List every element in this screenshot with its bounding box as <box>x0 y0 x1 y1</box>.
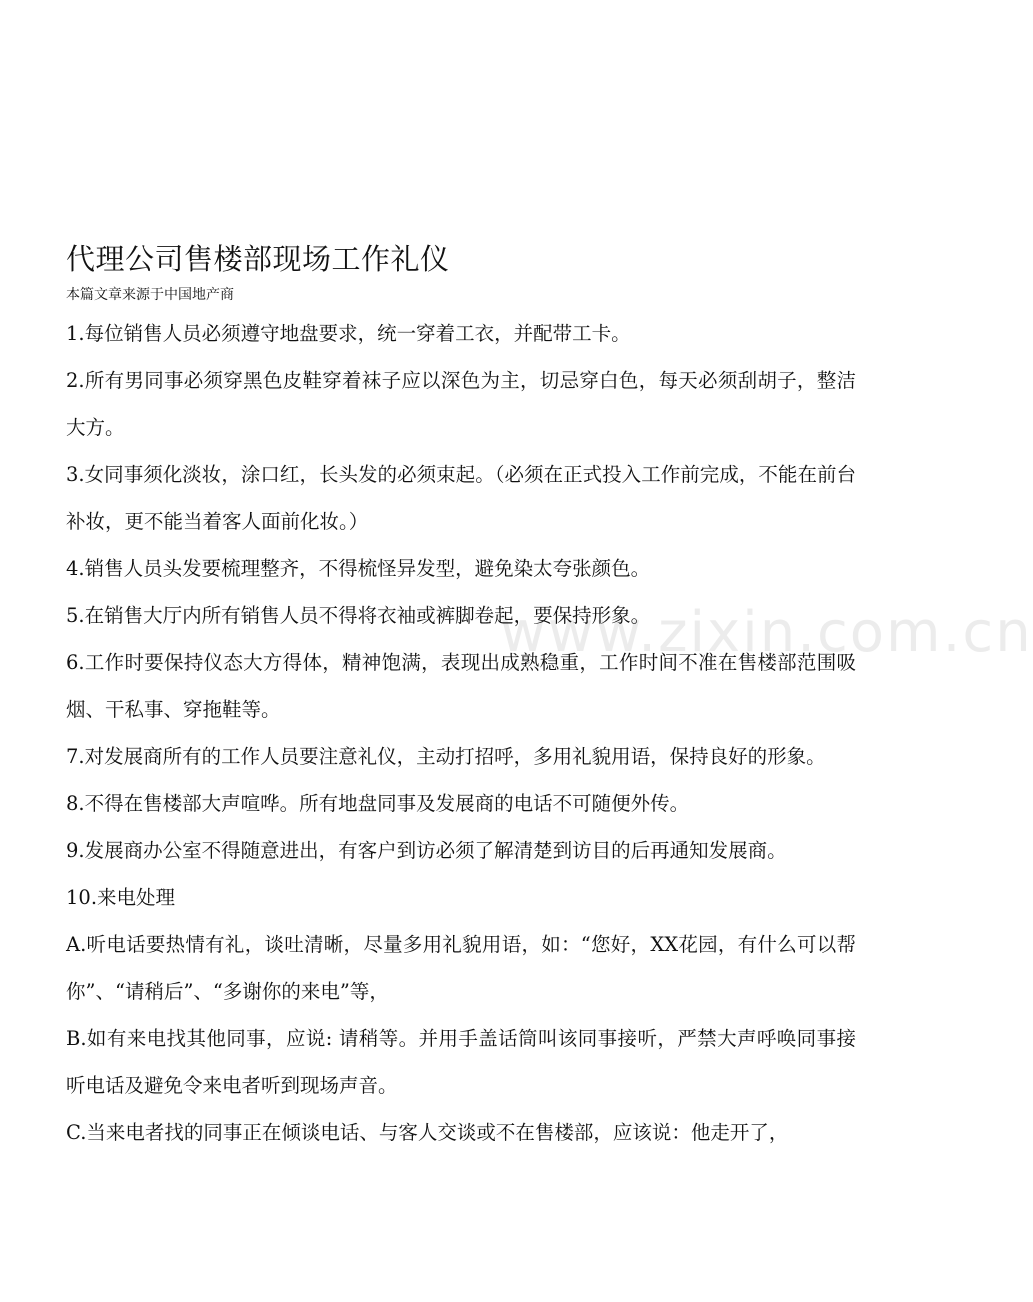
paragraph-10-heading: 10.来电处理 <box>66 886 176 909</box>
paragraph-10a: A.听电话要热情有礼，谈吐清晰，尽量多用礼貌用语，如：“您好，XX花园，有什么可以帮你”、“请稍后”、“多谢你的来电”等， <box>66 933 856 1003</box>
paragraph-5: 5.在销售大厅内所有销售人员不得将衣袖或裤脚卷起，要保持形象。 <box>66 604 651 627</box>
paragraph-10b: B.如有来电找其他同事，应说: 请稍等。并用手盖话筒叫该同事接听，严禁大声呼唤同事接听电话及避免令来电者听到现场声音。 <box>66 1027 856 1097</box>
watermark: www.zixin.com.cn <box>500 600 1033 665</box>
paragraph-7: 7.对发展商所有的工作人员要注意礼仪，主动打招呼，多用礼貌用语，保持良好的形象。 <box>66 745 826 768</box>
paragraph-4: 4.销售人员头发要梳理整齐，不得梳怪异发型，避免染太夸张颜色。 <box>66 557 651 580</box>
source-note: 本篇文章来源于中国地产商 <box>66 287 234 303</box>
paragraph-1: 1.每位销售人员必须遵守地盘要求，统一穿着工衣，并配带工卡。 <box>66 322 631 345</box>
paragraph-9: 9.发展商办公室不得随意进出，有客户到访必须了解清楚到访目的后再通知发展商。 <box>66 839 787 862</box>
paragraph-8: 8.不得在售楼部大声喧哗。所有地盘同事及发展商的电话不可随便外传。 <box>66 792 690 815</box>
paragraph-3: 3.女同事须化淡妆，涂口红，长头发的必须束起。（必须在正式投入工作前完成，不能在前台补妆，更不能当着客人面前化妆。） <box>66 463 856 533</box>
paragraph-2: 2.所有男同事必须穿黑色皮鞋穿着袜子应以深色为主，切忌穿白色，每天必须刮胡子，整洁大方。 <box>66 369 856 439</box>
document-page <box>66 236 856 1156</box>
paragraph-6: 6.工作时要保持仪态大方得体，精神饱满，表现出成熟稳重，工作时间不准在售楼部范围吸烟、干私事、穿拖鞋等。 <box>66 651 856 721</box>
paragraph-10c: C.当来电者找的同事正在倾谈电话、与客人交谈或不在售楼部，应该说：他走开了， <box>66 1121 789 1144</box>
document-title: 代理公司售楼部现场工作礼仪 <box>66 242 450 276</box>
